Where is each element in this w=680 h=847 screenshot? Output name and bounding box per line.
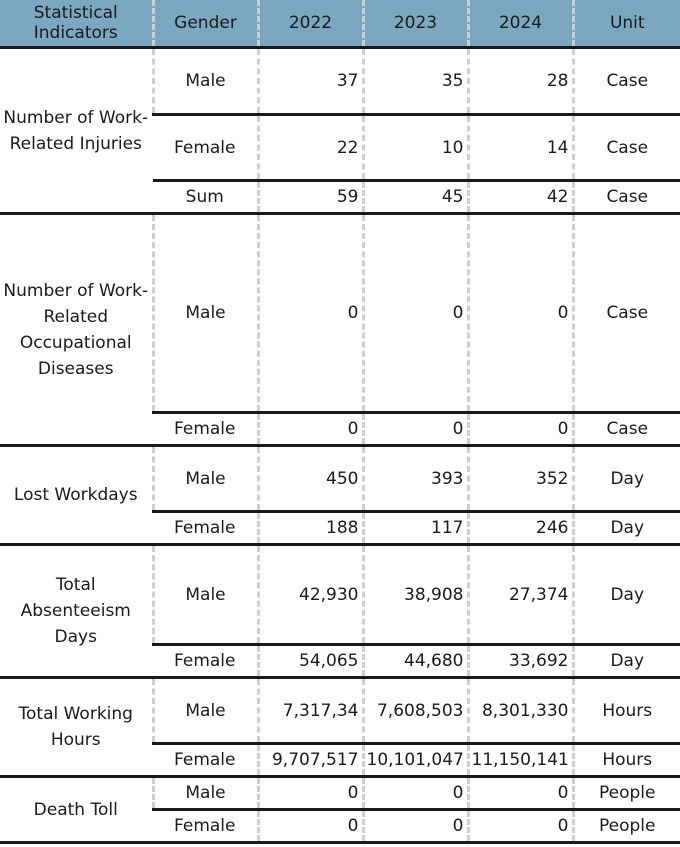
unit-cell: People	[573, 777, 680, 810]
value-2024: 0	[468, 810, 573, 843]
gender-cell: Male	[153, 777, 258, 810]
value-2022: 7,317,34	[258, 678, 363, 744]
value-2024: 0	[468, 413, 573, 446]
unit-cell: Case	[573, 214, 680, 413]
value-2024: 8,301,330	[468, 678, 573, 744]
header-year-2022: 2022	[258, 0, 363, 48]
unit-cell: Case	[573, 413, 680, 446]
group-working-hours: Total Working Hours	[0, 678, 153, 777]
value-2024: 28	[468, 48, 573, 115]
header-unit: Unit	[573, 0, 680, 48]
value-2023: 0	[363, 810, 468, 843]
unit-cell: Day	[573, 545, 680, 645]
gender-cell: Sum	[153, 181, 258, 214]
value-2024: 0	[468, 214, 573, 413]
header-indicator: Statistical Indicators	[0, 0, 153, 48]
header-row	[0, 0, 680, 48]
gender-cell: Male	[153, 214, 258, 413]
unit-cell: Day	[573, 645, 680, 678]
value-2024: 11,150,141	[468, 744, 573, 777]
gender-cell: Male	[153, 446, 258, 512]
value-2022: 188	[258, 512, 363, 545]
value-2023: 10	[363, 115, 468, 181]
unit-cell: People	[573, 810, 680, 843]
value-2023: 44,680	[363, 645, 468, 678]
group-absenteeism: Total Absenteeism Days	[0, 545, 153, 678]
unit-cell: Hours	[573, 678, 680, 744]
unit-cell: Hours	[573, 744, 680, 777]
value-2023: 35	[363, 48, 468, 115]
unit-cell: Case	[573, 115, 680, 181]
value-2022: 0	[258, 214, 363, 413]
unit-cell: Day	[573, 512, 680, 545]
group-diseases: Number of Work-Related Occupational Diseases	[0, 214, 153, 446]
group-injuries: Number of Work-Related Injuries	[0, 48, 153, 214]
gender-cell: Male	[153, 678, 258, 744]
gender-cell: Female	[153, 810, 258, 843]
value-2022: 450	[258, 446, 363, 512]
gender-cell: Male	[153, 48, 258, 115]
value-2024: 27,374	[468, 545, 573, 645]
header-year-2023: 2023	[363, 0, 468, 48]
group-death-toll: Death Toll	[0, 777, 153, 843]
value-2024: 33,692	[468, 645, 573, 678]
value-2023: 10,101,047	[363, 744, 468, 777]
value-2022: 0	[258, 810, 363, 843]
value-2023: 0	[363, 214, 468, 413]
value-2022: 0	[258, 777, 363, 810]
header-year-2024: 2024	[468, 0, 573, 48]
value-2022: 37	[258, 48, 363, 115]
value-2024: 352	[468, 446, 573, 512]
unit-cell: Case	[573, 181, 680, 214]
gender-cell: Female	[153, 115, 258, 181]
value-2024: 42	[468, 181, 573, 214]
group-lost-workdays: Lost Workdays	[0, 446, 153, 545]
value-2022: 54,065	[258, 645, 363, 678]
value-2023: 117	[363, 512, 468, 545]
value-2023: 0	[363, 777, 468, 810]
value-2023: 0	[363, 413, 468, 446]
value-2023: 45	[363, 181, 468, 214]
table-row	[0, 678, 680, 744]
value-2022: 9,707,517	[258, 744, 363, 777]
gender-cell: Female	[153, 744, 258, 777]
unit-cell: Day	[573, 446, 680, 512]
value-2024: 246	[468, 512, 573, 545]
value-2022: 0	[258, 413, 363, 446]
gender-cell: Male	[153, 545, 258, 645]
gender-cell: Female	[153, 413, 258, 446]
value-2022: 42,930	[258, 545, 363, 645]
value-2022: 59	[258, 181, 363, 214]
table-row	[0, 777, 680, 810]
table-row	[0, 545, 680, 645]
value-2023: 7,608,503	[363, 678, 468, 744]
table-row	[0, 48, 680, 115]
value-2024: 0	[468, 777, 573, 810]
value-2024: 14	[468, 115, 573, 181]
table-row	[0, 446, 680, 512]
value-2023: 38,908	[363, 545, 468, 645]
table-row	[0, 214, 680, 413]
unit-cell: Case	[573, 48, 680, 115]
gender-cell: Female	[153, 645, 258, 678]
gender-cell: Female	[153, 512, 258, 545]
header-gender: Gender	[153, 0, 258, 48]
value-2023: 393	[363, 446, 468, 512]
value-2022: 22	[258, 115, 363, 181]
